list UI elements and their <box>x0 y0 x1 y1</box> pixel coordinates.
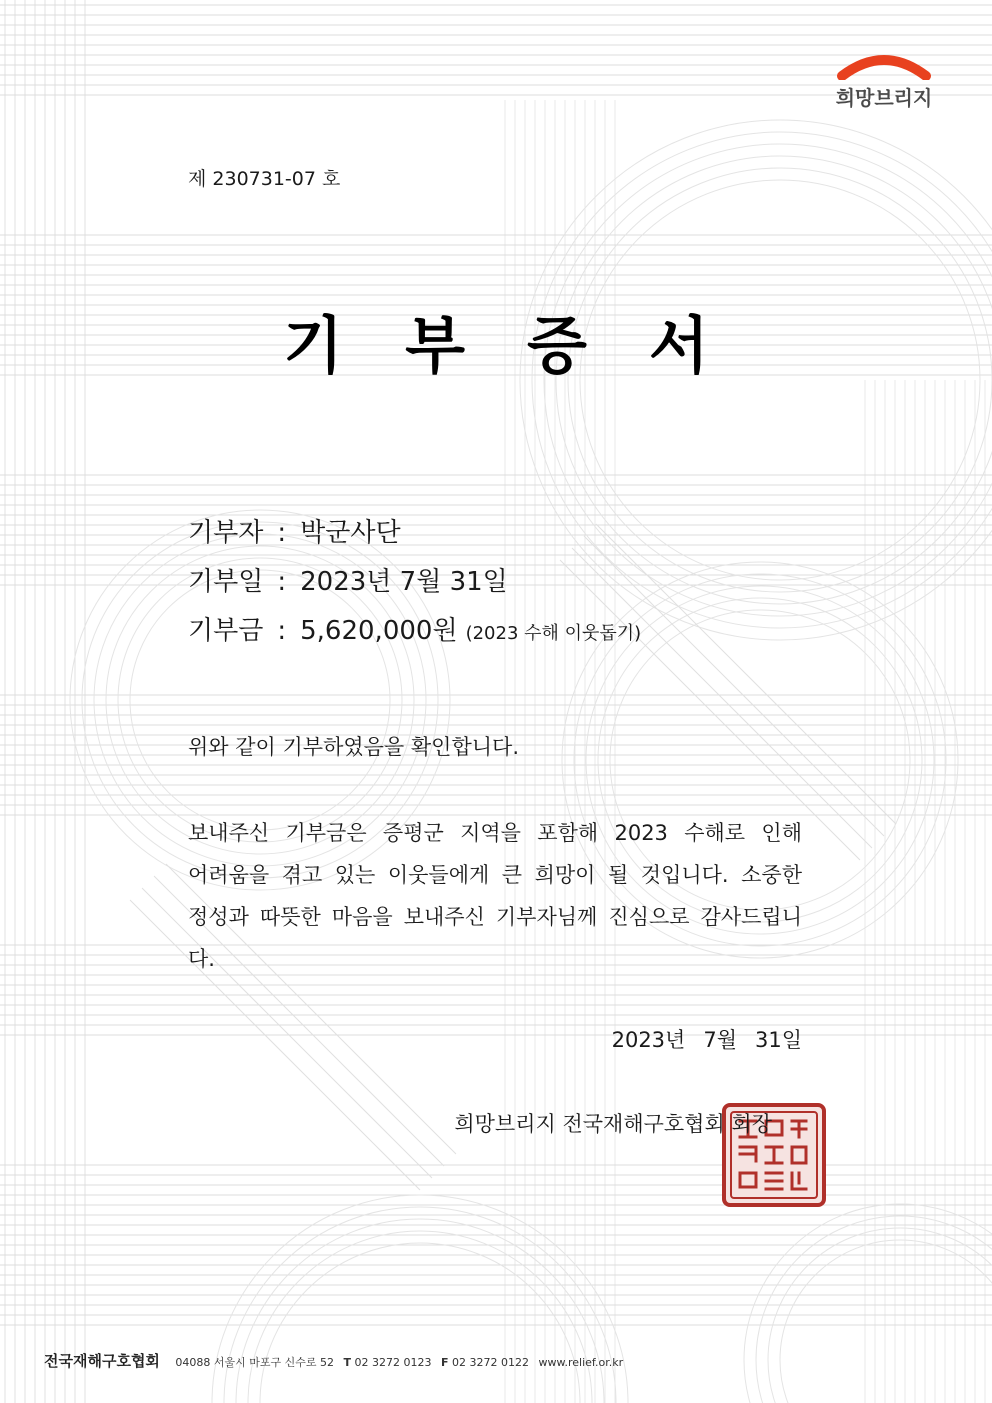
amount-label: 기부금 <box>188 616 264 646</box>
issue-year: 2023년 <box>611 1028 686 1052</box>
footer-fax: 02 3272 0122 <box>452 1356 530 1369</box>
footer-address: 04088 서울시 마포구 신수로 52 <box>175 1356 335 1369</box>
body-line-3: 정성과 따뜻한 마음을 보내주신 기부자님께 진심으로 감사드립니다. <box>188 905 802 971</box>
date-colon: : <box>277 567 287 597</box>
footer <box>44 1350 623 1371</box>
donor-value: 박군사단 <box>300 518 401 548</box>
logo <box>822 48 946 118</box>
footer-tel-label: T <box>343 1356 352 1369</box>
body-line-1: 보내주신 기부금은 증평군 지역을 포함해 2023 수해로 인해 <box>188 821 802 845</box>
footer-web: www.relief.or.kr <box>538 1356 624 1369</box>
issue-month: 7월 <box>703 1028 737 1052</box>
footer-fax-label: F <box>441 1356 449 1369</box>
footer-tel: 02 3272 0123 <box>354 1356 432 1369</box>
donor-label: 기부자 <box>188 518 264 548</box>
serial-number: 제 230731-07 호 <box>188 168 341 190</box>
footer-org: 전국재해구호협회 <box>44 1352 160 1370</box>
date-label: 기부일 <box>188 567 264 597</box>
logo-arc-icon <box>834 48 934 80</box>
date-value: 2023년 7월 31일 <box>300 567 508 597</box>
donor-colon: : <box>277 518 287 548</box>
confirm-text: 위와 같이 기부하였음을 확인합니다. <box>188 735 519 759</box>
body-text <box>188 812 802 980</box>
issue-day: 31일 <box>754 1028 802 1052</box>
amount-row <box>188 610 641 647</box>
amount-colon: : <box>277 616 287 646</box>
page-title: 기부증서 <box>283 309 771 382</box>
signer: 희망브리지 전국재해구호협회 회장 <box>454 1112 772 1136</box>
amount-value: 5,620,000원 <box>300 616 458 646</box>
amount-note: (2023 수해 이웃돕기) <box>465 623 642 644</box>
body-line-2: 어려움을 겪고 있는 이웃들에게 큰 희망이 될 것입니다. 소중한 <box>188 863 802 887</box>
logo-text: 희망브리지 <box>835 86 933 110</box>
date-row <box>188 561 508 598</box>
issue-date <box>612 1024 802 1054</box>
donor-row <box>188 512 401 549</box>
